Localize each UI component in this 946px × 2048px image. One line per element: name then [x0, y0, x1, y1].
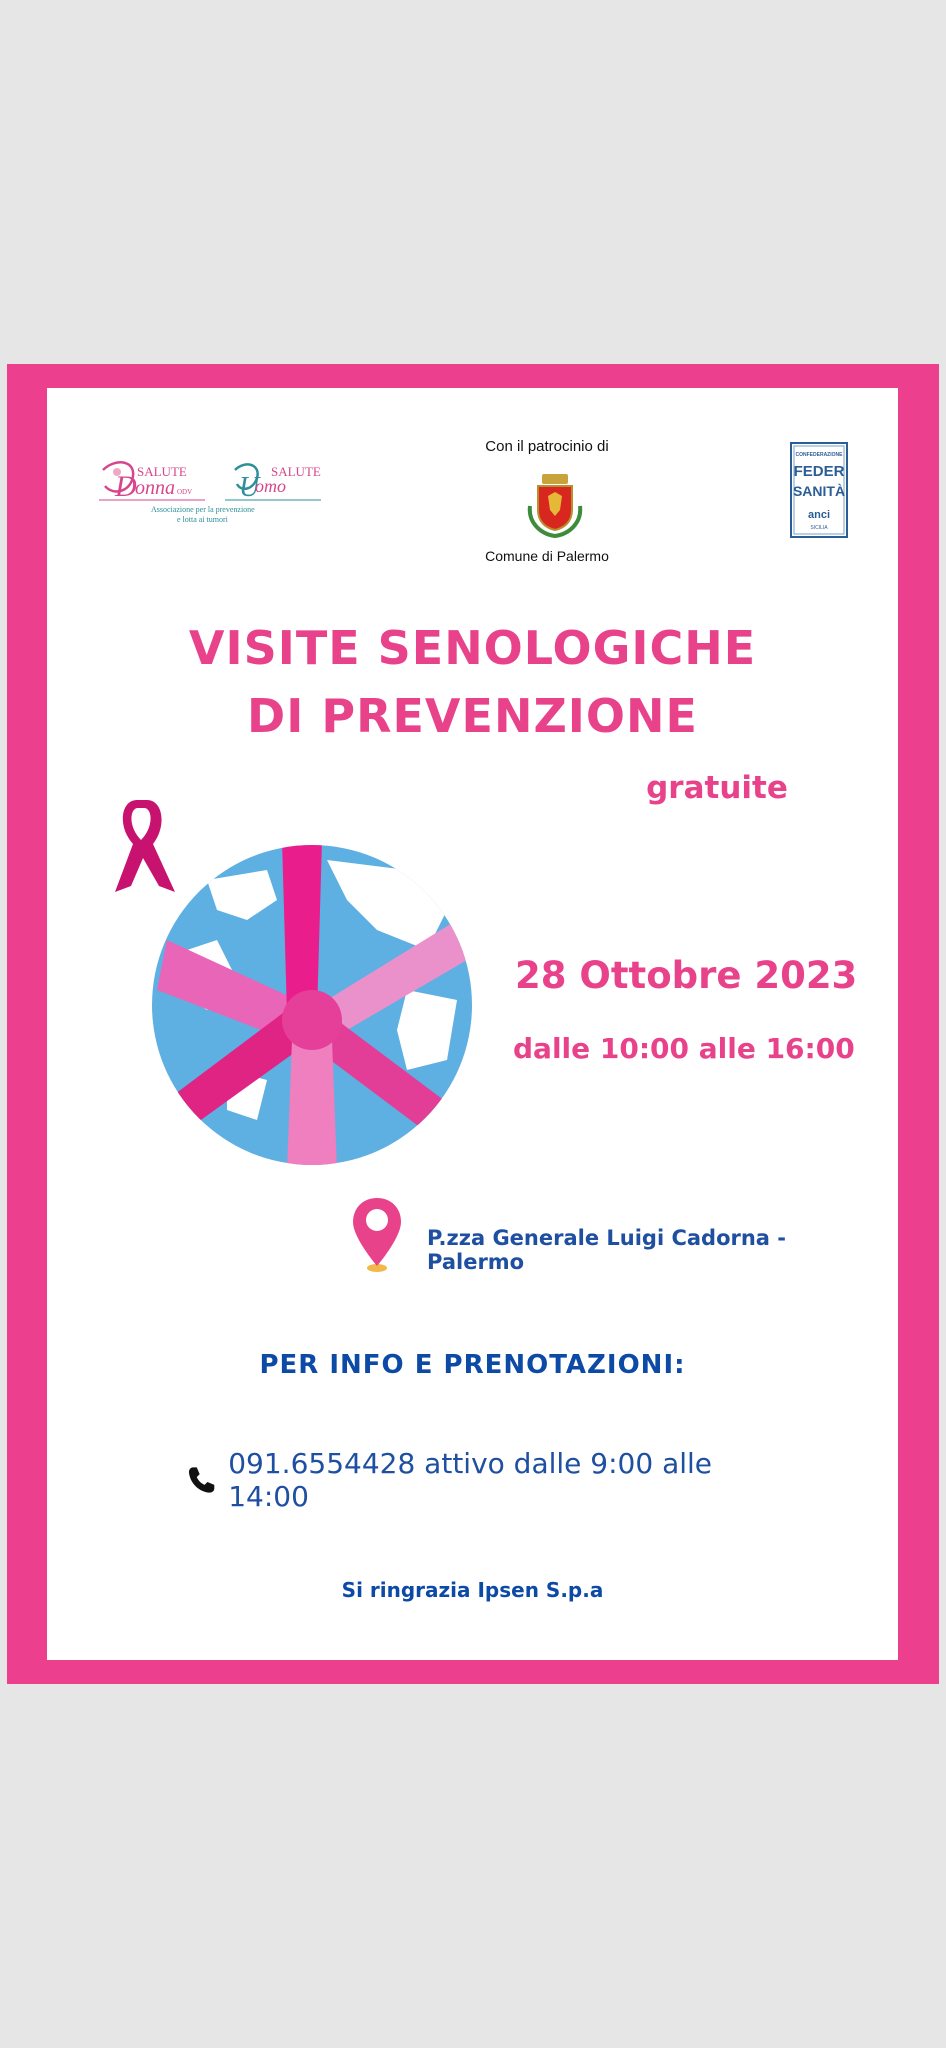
info-title: PER INFO E PRENOTAZIONI:	[259, 1350, 686, 1380]
thanks-note: Si ringrazia Ipsen S.p.a	[341, 1578, 604, 1602]
comune-di-palermo: Comune di Palermo	[485, 548, 609, 564]
event-time: dalle 10:00 alle 16:00	[513, 1032, 855, 1065]
donna-word: onna	[135, 477, 175, 499]
globe-hands-illustration	[147, 840, 477, 1170]
phone-row	[187, 1447, 787, 1513]
poster-title	[47, 614, 898, 750]
salute-donna-uomo-logo	[95, 456, 325, 526]
title-line-1: VISITE SENOLOGICHE	[188, 621, 757, 675]
map-pin-icon	[351, 1196, 403, 1274]
federsanita-line1: FEDER	[793, 463, 845, 480]
title-line-2: DI PREVENZIONE	[247, 689, 698, 743]
subtitle-gratuite: gratuite	[646, 770, 788, 806]
phone-icon	[187, 1465, 216, 1495]
association-caption-2: e lotta ai tumori	[177, 515, 228, 524]
phone-text: 091.6554428 attivo dalle 9:00 alle 14:00	[228, 1447, 713, 1513]
donna-initial: D	[115, 470, 137, 503]
event-address: P.zza Generale Luigi Cadorna - Palermo	[427, 1226, 787, 1274]
patronage-label: Con il patrocinio di	[485, 438, 609, 455]
federsanita-line2: SANITÀ	[792, 483, 846, 499]
palermo-crest-icon	[520, 466, 590, 538]
event-date: 28 Ottobre 2023	[515, 954, 858, 997]
federsanita-line3: anci	[807, 509, 831, 521]
donna-salute-word: SALUTE	[137, 464, 187, 479]
poster-frame	[7, 364, 939, 1684]
uomo-salute-word: SALUTE	[271, 464, 321, 479]
uomo-word: omo	[255, 476, 286, 496]
federsanita-logo	[790, 442, 848, 538]
federsanita-top: CONFEDERAZIONE	[795, 452, 843, 458]
federsanita-bottom: SICILIA	[810, 525, 828, 531]
association-caption-1: Associazione per la prevenzione	[151, 505, 255, 514]
donna-odv: ODV	[177, 488, 193, 496]
poster-content	[47, 388, 898, 1660]
uomo-initial: U	[239, 472, 260, 503]
